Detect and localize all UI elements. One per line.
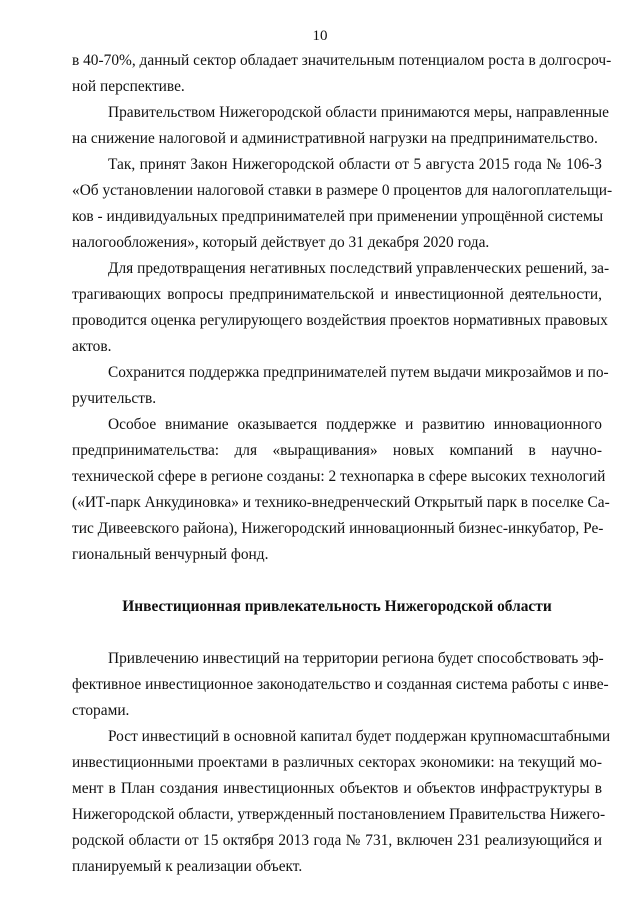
text-line: Нижегородской области, утвержденный постановлением Правительства Нижего- [72, 806, 606, 823]
text-line: «Об установлении налоговой ставки в размере 0 процентов для налогоплательщи- [72, 182, 613, 199]
text-line: ручительств. [72, 390, 157, 407]
text-line: трагивающих вопросы предпринимательской и инвестиционной деятельности, [72, 286, 602, 303]
text-line: планируемый к реализации объект. [72, 858, 303, 875]
text-line: гиональный венчурный фонд. [72, 546, 269, 563]
section-gap [72, 620, 602, 646]
text-line: мент в План создания инвестиционных объектов и объектов инфраструктуры в [72, 780, 602, 797]
text-line: в 40-70%, данный сектор обладает значительным потенциалом роста в долгосроч- [72, 52, 612, 69]
text-line: Правительством Нижегородской области принимаются меры, направленные [108, 104, 609, 121]
text-line: Особое внимание оказывается поддержке и развитию инновационного [108, 416, 602, 433]
text-line: фективное инвестиционное законодательство и созданная система работы с инве- [72, 676, 609, 693]
text-line: инвестиционными проектами в различных секторах экономики: на текущий мо- [72, 754, 602, 771]
text-line: Рост инвестиций в основной капитал будет поддержан крупномасштабными [108, 728, 611, 745]
text-line: актов. [72, 338, 112, 355]
text-line: налогообложения», который действует до 31 декабря 2020 года. [72, 234, 490, 251]
text-line: на снижение налоговой и административной нагрузки на предпринимательство. [72, 130, 598, 147]
text-line: Для предотвращения негативных последствий управленческих решений, за- [108, 260, 610, 277]
text-line: Сохранится поддержка предпринимателей путем выдачи микрозаймов и по- [108, 364, 609, 381]
section-gap [72, 568, 602, 594]
text-line: ной перспективе. [72, 78, 185, 95]
text-line: предпринимательства: для «выращивания» новых компаний в научно- [72, 442, 602, 459]
text-line: тис Дивеевского района), Нижегородский инновационный бизнес-инкубатор, Ре- [72, 520, 604, 537]
text-line: («ИТ-парк Анкудиновка» и технико-внедренческий Открытый парк в поселке Са- [72, 494, 610, 511]
text-line: технической сфере в регионе созданы: 2 технопарка в сфере высоких технологий [72, 468, 606, 485]
text-line: Так, принят Закон Нижегородской области от 5 августа 2015 года № 106-З [108, 156, 602, 173]
text-line: проводится оценка регулирующего воздействия проектов нормативных правовых [72, 312, 608, 329]
text-line: сторами. [72, 702, 130, 719]
text-line: ков - индивидуальных предпринимателей при применении упрощённой системы [72, 208, 604, 225]
body-text [72, 48, 613, 880]
text-line: родской области от 15 октября 2013 года № 731, включен 231 реализующийся и [72, 832, 602, 849]
page-number: 10 [312, 28, 328, 44]
section-heading: Инвестиционная привлекательность Нижегородской области [122, 598, 552, 615]
text-line: Привлечению инвестиций на территории региона будет способствовать эф- [108, 650, 604, 667]
